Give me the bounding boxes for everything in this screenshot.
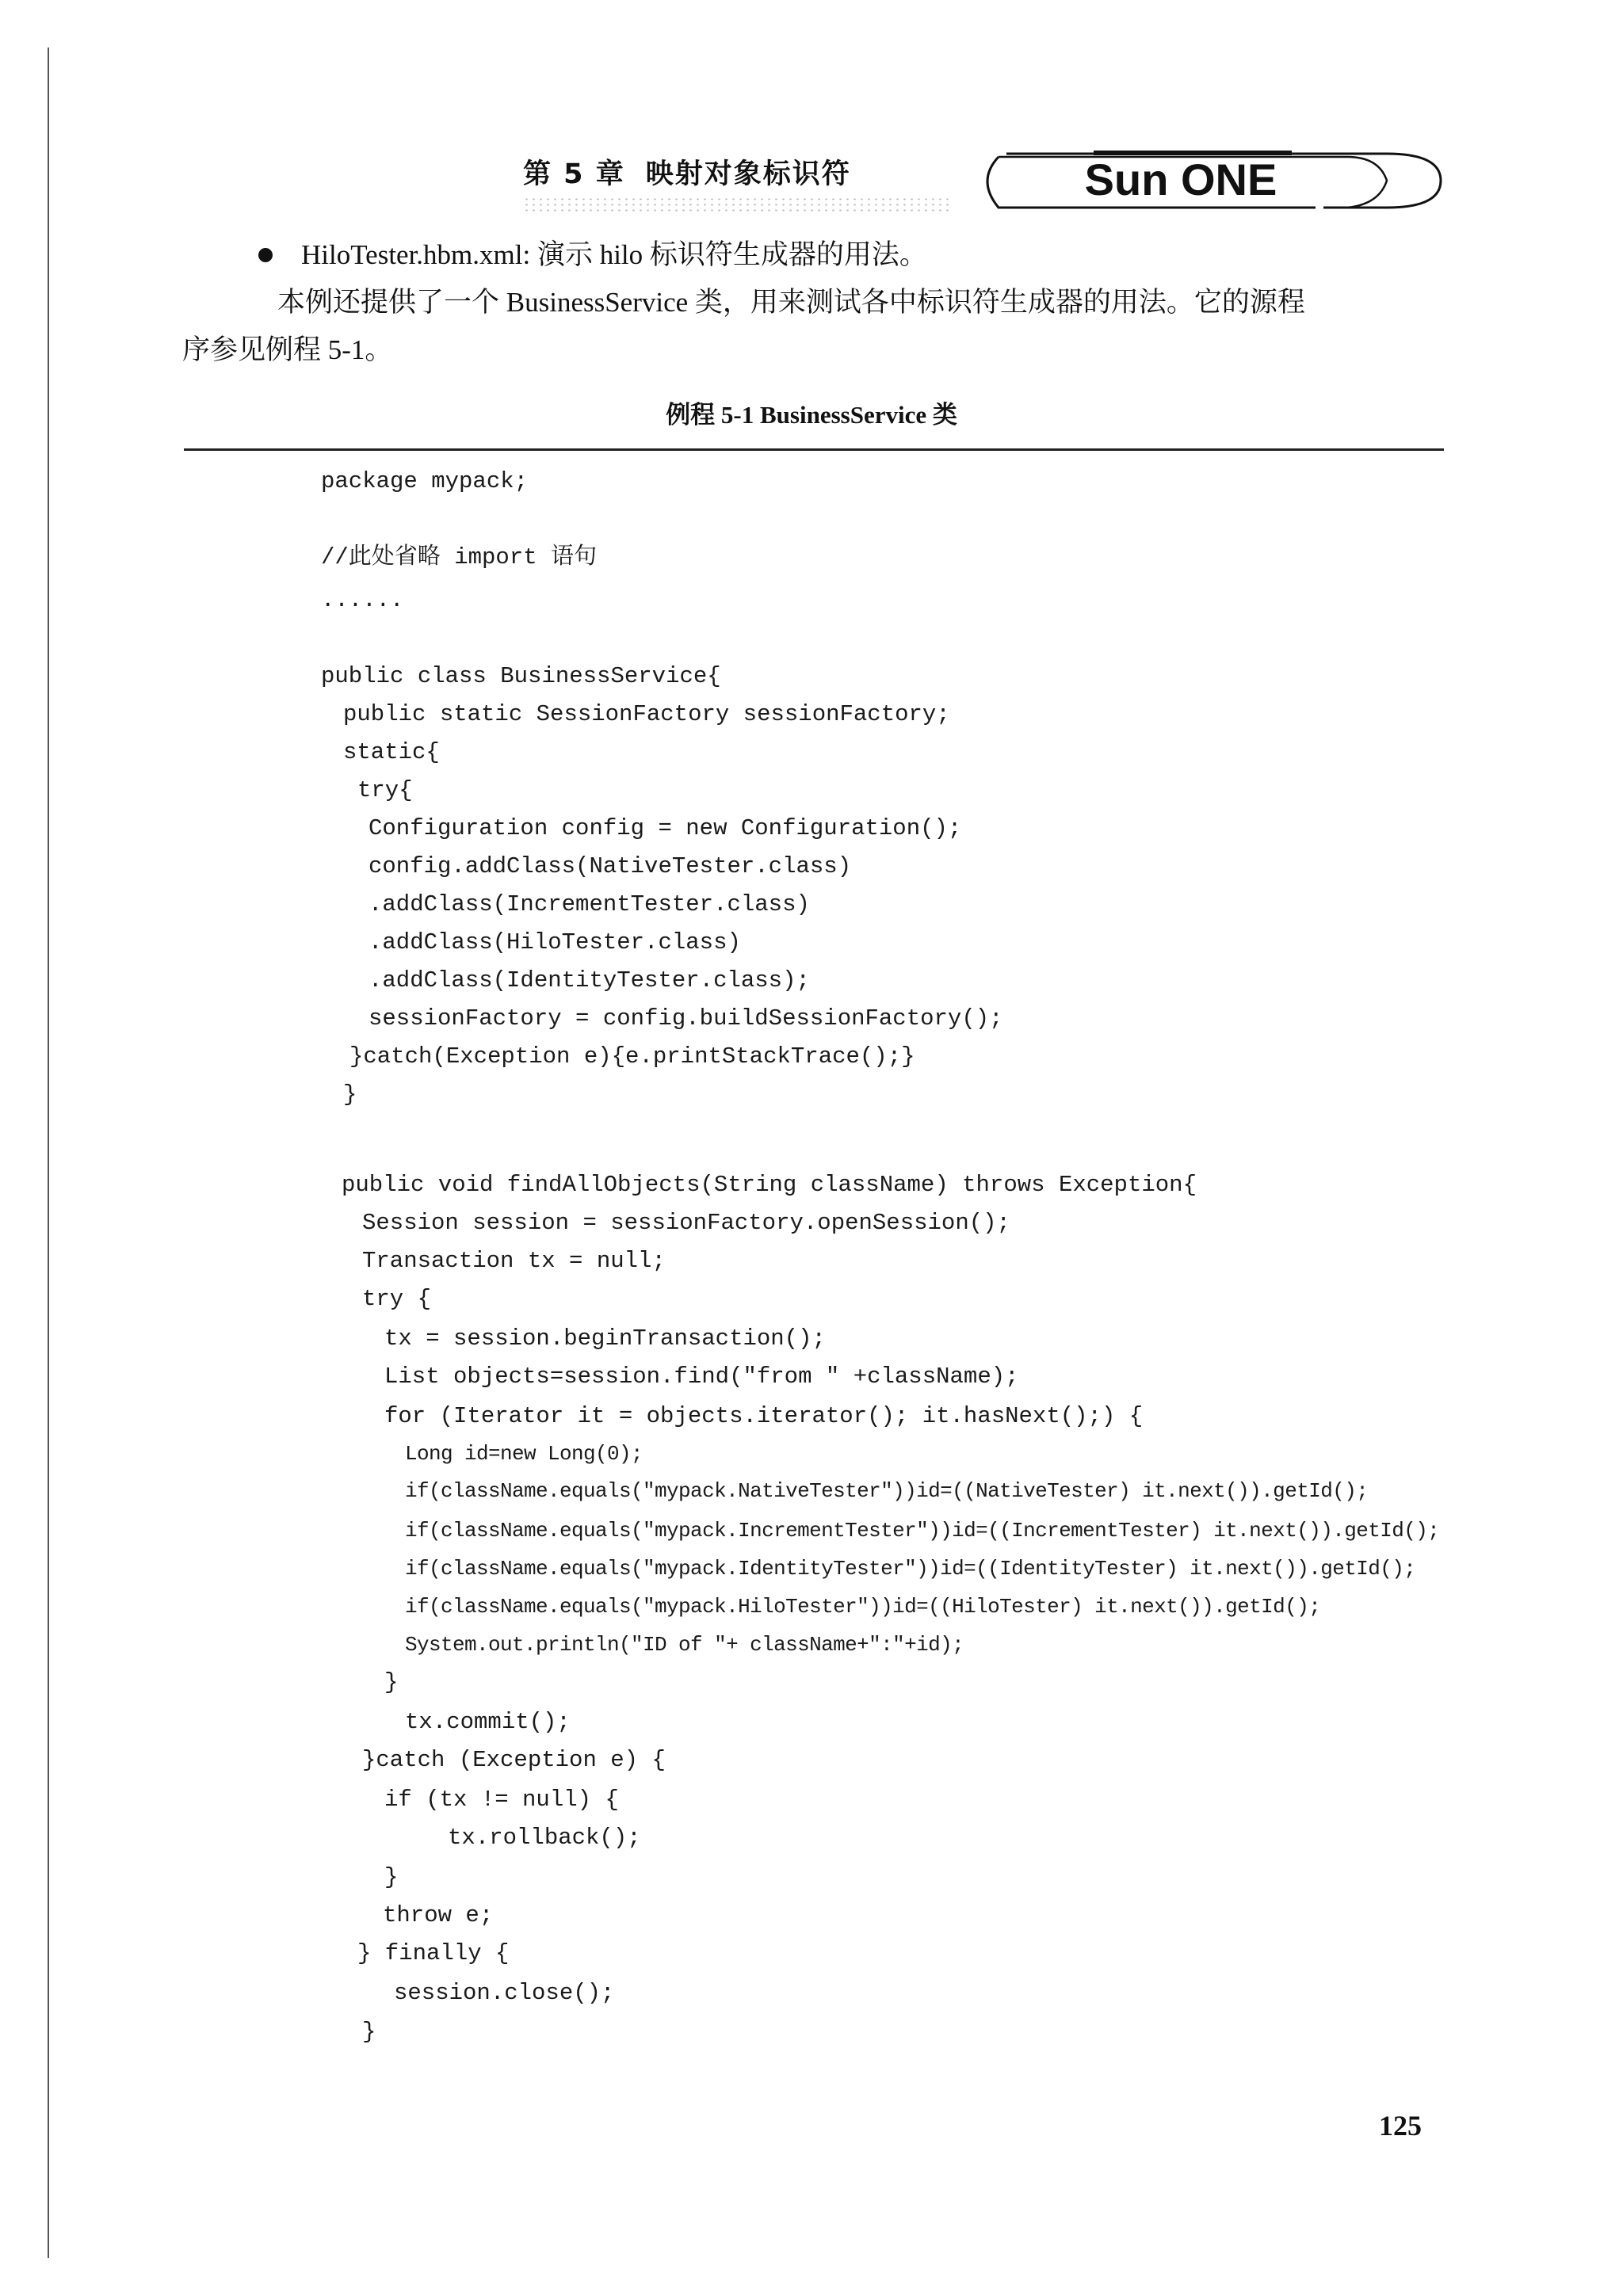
- code-line: throw e;: [383, 1902, 494, 1928]
- code-line: }: [362, 2019, 376, 2045]
- code-line: List objects=session.find("from " +className);: [384, 1363, 1019, 1390]
- paragraph-line-2: 序参见例程 5-1。: [182, 334, 393, 365]
- brand-text: Sun ONE: [1084, 154, 1277, 204]
- code-line: }: [384, 1669, 399, 1695]
- code-line: sessionFactory = config.buildSessionFactory();: [369, 1005, 1003, 1032]
- chapter-title: 映射对象标识符: [645, 158, 851, 190]
- code-line: }catch (Exception e) {: [362, 1747, 666, 1773]
- code-line: session.close();: [394, 1980, 615, 2006]
- running-header: [523, 141, 1442, 228]
- code-line: System.out.println("ID of "+ className+":"+id);: [405, 1633, 964, 1657]
- code-line: }catch(Exception e){e.printStackTrace();}: [349, 1043, 915, 1070]
- code-line: //此处省略 import 语句: [321, 544, 598, 570]
- code-line: public class BusinessService{: [321, 663, 721, 689]
- code-line: }: [384, 1864, 399, 1890]
- code-line: .addClass(HiloTester.class): [369, 929, 741, 955]
- code-line: ......: [321, 587, 404, 613]
- code-line: tx = session.beginTransaction();: [384, 1325, 826, 1352]
- intro-text: [182, 231, 1442, 374]
- listing-caption: 例程 5-1 BusinessService 类: [666, 401, 957, 429]
- page-binding-edge: [48, 48, 49, 2258]
- code-line: if(className.equals("mypack.NativeTester"))id=((NativeTester) it.next()).getId();: [405, 1479, 1369, 1503]
- caption-rule: [184, 448, 1444, 451]
- code-line: Session session = sessionFactory.openSession();: [362, 1210, 1010, 1236]
- code-line: tx.commit();: [405, 1709, 571, 1735]
- code-line: .addClass(IncrementTester.class): [369, 891, 810, 917]
- code-line: try{: [357, 777, 413, 803]
- code-line: if(className.equals("mypack.HiloTester"))id=((HiloTester) it.next()).getId();: [405, 1595, 1321, 1619]
- code-line: config.addClass(NativeTester.class): [369, 853, 852, 879]
- code-line: } finally {: [357, 1940, 510, 1966]
- page-number: 125: [1379, 2110, 1422, 2142]
- sun-one-logo: [975, 149, 1442, 214]
- code-line: if(className.equals("mypack.IncrementTester"))id=((IncrementTester) it.next()).getId();: [405, 1519, 1440, 1543]
- code-line: tx.rollback();: [448, 1825, 641, 1851]
- code-line: for (Iterator it = objects.iterator(); it.hasNext();) {: [384, 1403, 1144, 1429]
- code-line: Configuration config = new Configuration();: [369, 815, 962, 841]
- code-line: package mypack;: [321, 468, 529, 494]
- paragraph-line-1: 本例还提供了一个 BusinessService 类，用来测试各中标识符生成器的用法。它的源程: [277, 287, 1305, 318]
- bullet-icon: [258, 248, 273, 262]
- code-line: .addClass(IdentityTester.class);: [369, 967, 810, 994]
- code-line: try {: [362, 1286, 432, 1312]
- code-line: Long id=new Long(0);: [405, 1442, 643, 1466]
- code-line: public void findAllObjects(String className) throws Exception{: [342, 1172, 1197, 1198]
- header-decoration: [523, 196, 951, 212]
- bullet-text: HiloTester.hbm.xml: 演示 hilo 标识符生成器的用法。: [301, 239, 927, 270]
- bullet-item: [190, 231, 1442, 279]
- code-line: if(className.equals("mypack.IdentityTester"))id=((IdentityTester) it.next()).getId();: [405, 1557, 1416, 1581]
- chapter-heading: [523, 152, 851, 192]
- code-line: static{: [343, 739, 440, 765]
- code-line: }: [343, 1081, 357, 1108]
- code-line: public static SessionFactory sessionFactory;: [343, 701, 950, 727]
- code-line: Transaction tx = null;: [362, 1248, 666, 1274]
- code-line: if (tx != null) {: [384, 1787, 619, 1813]
- chapter-number: 第 5 章: [523, 158, 625, 190]
